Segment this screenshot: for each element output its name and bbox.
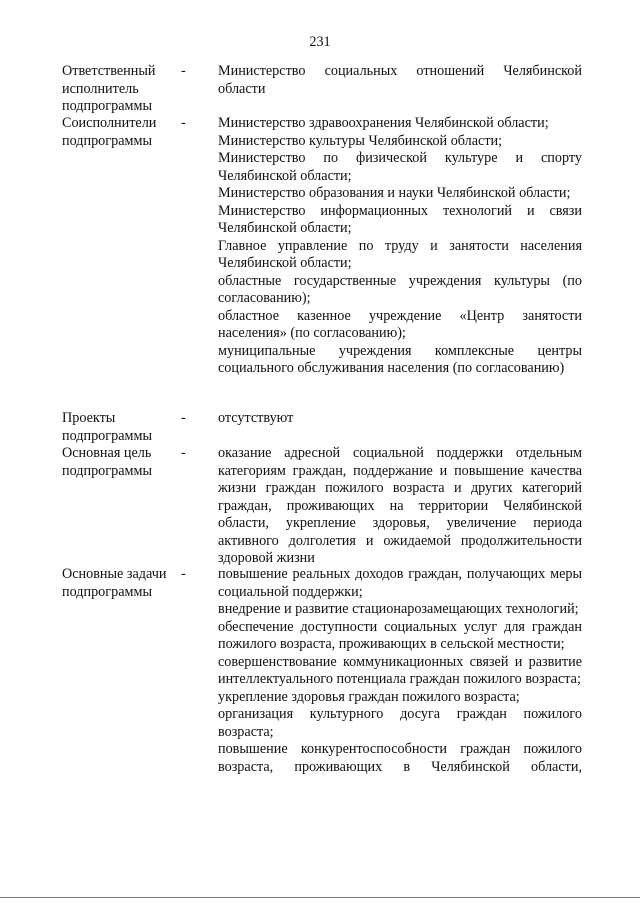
content-item: муниципальные учреждения комплексные центры социального обслуживания населения (по согласованию) (218, 342, 582, 376)
content-item: Министерство культуры Челябинской области; (218, 132, 503, 149)
content-item: укрепление здоровья граждан пожилого возраста; (218, 688, 520, 705)
content-item: обеспечение доступности социальных услуг для граждан пожилого возраста, проживающих в сельской местности; (218, 618, 582, 652)
bottom-rule (0, 897, 640, 898)
content-item: повышение реальных доходов граждан, получающих меры социальной поддержки; (218, 566, 582, 600)
content-item: областные государственные учреждения культуры (по согласованию); (218, 272, 582, 306)
section-label: Ответственный исполнитель подпрограммы (62, 63, 156, 114)
content-item: отсутствуют (218, 410, 294, 426)
section-content (218, 410, 582, 428)
section-content (218, 445, 582, 568)
section-content (218, 115, 582, 378)
section-label: Проекты подпрограммы (62, 410, 152, 444)
page-number: 231 (309, 34, 331, 50)
section-dash: - (181, 445, 186, 461)
section-label: Соисполнители подпрограммы (62, 115, 157, 149)
section-content (218, 63, 582, 98)
section-label: Основные задачи подпрограммы (62, 566, 167, 600)
content-item: оказание адресной социальной поддержки отдельным категориям граждан, поддержание и повышение качества жизни граждан пожилого возраста и других категорий граждан, проживающих на территории Челябинской области, укрепление здоровья, увеличение периода активного долголетия и ожидаемой продолжительности здоровой жизни (218, 445, 582, 566)
section-label: Основная цель подпрограммы (62, 445, 152, 479)
content-item: Министерство по физической культуре и спорту Челябинской области; (218, 150, 582, 184)
content-item: Министерство социальных отношений Челябинской области (218, 63, 582, 97)
section-dash: - (181, 566, 186, 582)
content-item: Министерство здравоохранения Челябинской области; (218, 115, 549, 131)
section-dash: - (181, 63, 186, 79)
section-dash: - (181, 410, 186, 426)
content-item: совершенствование коммуникационных связей и развитие интеллектуального потенциала граждан пожилого возраста; (218, 653, 582, 687)
content-item: Главное управление по труду и занятости населения Челябинской области; (218, 237, 582, 271)
content-item: внедрение и развитие стационарозамещающих технологий; (218, 601, 579, 617)
section-content (218, 566, 582, 776)
content-item: областное казенное учреждение «Центр занятости населения» (по согласованию); (218, 307, 582, 341)
content-item: повышение конкурентоспособности граждан пожилого возраста, проживающих в Челябинской области, (218, 741, 582, 775)
section-dash: - (181, 115, 186, 131)
content-item: Министерство образования и науки Челябинской области; (218, 185, 571, 201)
content-item: Министерство информационных технологий и связи Челябинской области; (218, 202, 582, 236)
content-item: организация культурного досуга граждан пожилого возраста; (218, 706, 582, 740)
